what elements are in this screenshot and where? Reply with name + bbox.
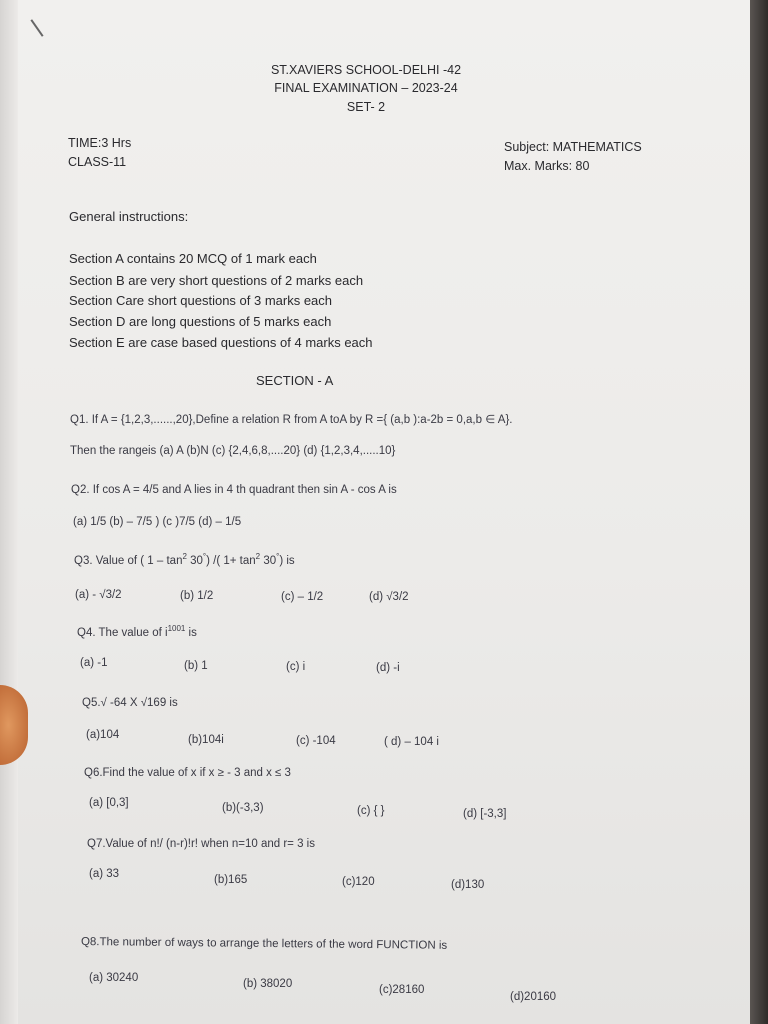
question-5-option-b: (b)104i (188, 734, 224, 746)
question-7-option-c: (c)120 (342, 876, 375, 888)
instructions-heading: General instructions: (69, 209, 189, 224)
question-8-option-a: (a) 30240 (89, 972, 139, 984)
question-7-option-a: (a) 33 (89, 868, 120, 880)
question-6-option-d: (d) [-3,3] (463, 808, 507, 820)
question-3-option-b: (b) 1/2 (180, 590, 214, 602)
question-8-option-b: (b) 38020 (243, 978, 293, 990)
paper-left-edge (0, 0, 18, 1024)
dark-background (750, 0, 768, 1024)
subject-info: Subject: MATHEMATICS (504, 140, 642, 154)
instruction-line: Section B are very short questions of 2 marks each (69, 273, 364, 288)
instruction-line: Section D are long questions of 5 marks each (69, 314, 332, 329)
question-6-option-b: (b)(-3,3) (222, 802, 264, 814)
question-4-option-d: (d) -i (376, 662, 400, 674)
question-8-option-c: (c)28160 (379, 984, 425, 996)
instruction-line: Section E are case based questions of 4 marks each (69, 335, 373, 350)
class-info: CLASS-11 (68, 155, 127, 169)
question-4-option-c: (c) i (286, 661, 306, 673)
question-7-option-d: (d)130 (451, 879, 485, 891)
question-4-text: Q4. The value of $i^{1001}$ is (77, 624, 197, 639)
question-3-option-d: (d) √3/2 (369, 591, 409, 603)
question-6-text: Q6.Find the value of x if x ≥ - 3 and x ≤ 3 (84, 767, 291, 779)
question-2-options: (a) 1/5 (b) – 7/5 ) (c )7/5 (d) – 1/5 (73, 516, 242, 528)
question-4-option-b: (b) 1 (184, 660, 208, 672)
school-name: ST.XAVIERS SCHOOL-DELHI -42 (270, 63, 462, 77)
question-1-text: Q1. If A = {1,2,3,......,20},Define a relation R from A toA by R ={ (a,b ):a-2b = 0,a,b ∈ A}. (70, 414, 513, 426)
question-8-option-d: (d)20160 (510, 991, 557, 1003)
max-marks-info: Max. Marks: 80 (504, 159, 590, 173)
question-4-option-a: (a) -1 (80, 657, 108, 669)
question-3-option-a: (a) - √3/2 (75, 589, 122, 601)
question-3-text: Q3. Value of ( $1 - \tan^2 30^\circ$) /( $1+ \tan^2 30^\circ$) is (74, 552, 295, 567)
exam-title: FINAL EXAMINATION – 2023-24 (274, 81, 458, 95)
question-5-option-a: (a)104 (86, 729, 120, 741)
set-number: SET- 2 (346, 100, 386, 114)
instruction-line: Section Care short questions of 3 marks each (69, 293, 333, 308)
question-8-text: Q8.The number of ways to arrange the letters of the word FUNCTION is (80, 936, 448, 952)
section-title: SECTION - A (256, 373, 334, 388)
question-1-options: Then the rangeis (a) A (b)N (c) {2,4,6,8,....20} (d) {1,2,3,4,.....10} (70, 445, 396, 457)
question-5-option-c: (c) -104 (296, 735, 336, 747)
question-5-text: Q5.√ -64 X √169 is (82, 697, 178, 709)
question-6-option-a: (a) [0,3] (89, 797, 129, 809)
question-7-option-b: (b)165 (214, 874, 248, 886)
question-6-option-c: (c) { } (357, 805, 385, 817)
question-7-text: Q7.Value of n!/ (n-r)!r! when n=10 and r= 3 is (87, 838, 315, 850)
time-info: TIME:3 Hrs (68, 136, 132, 150)
question-2-text: Q2. If cos A = 4/5 and A lies in 4 th quadrant then sin A - cos A is (71, 484, 397, 496)
instruction-line: Section A contains 20 MCQ of 1 mark each (69, 251, 317, 266)
question-3-option-c: (c) – 1/2 (281, 591, 324, 603)
question-5-option-d: ( d) – 104 i (384, 736, 439, 748)
